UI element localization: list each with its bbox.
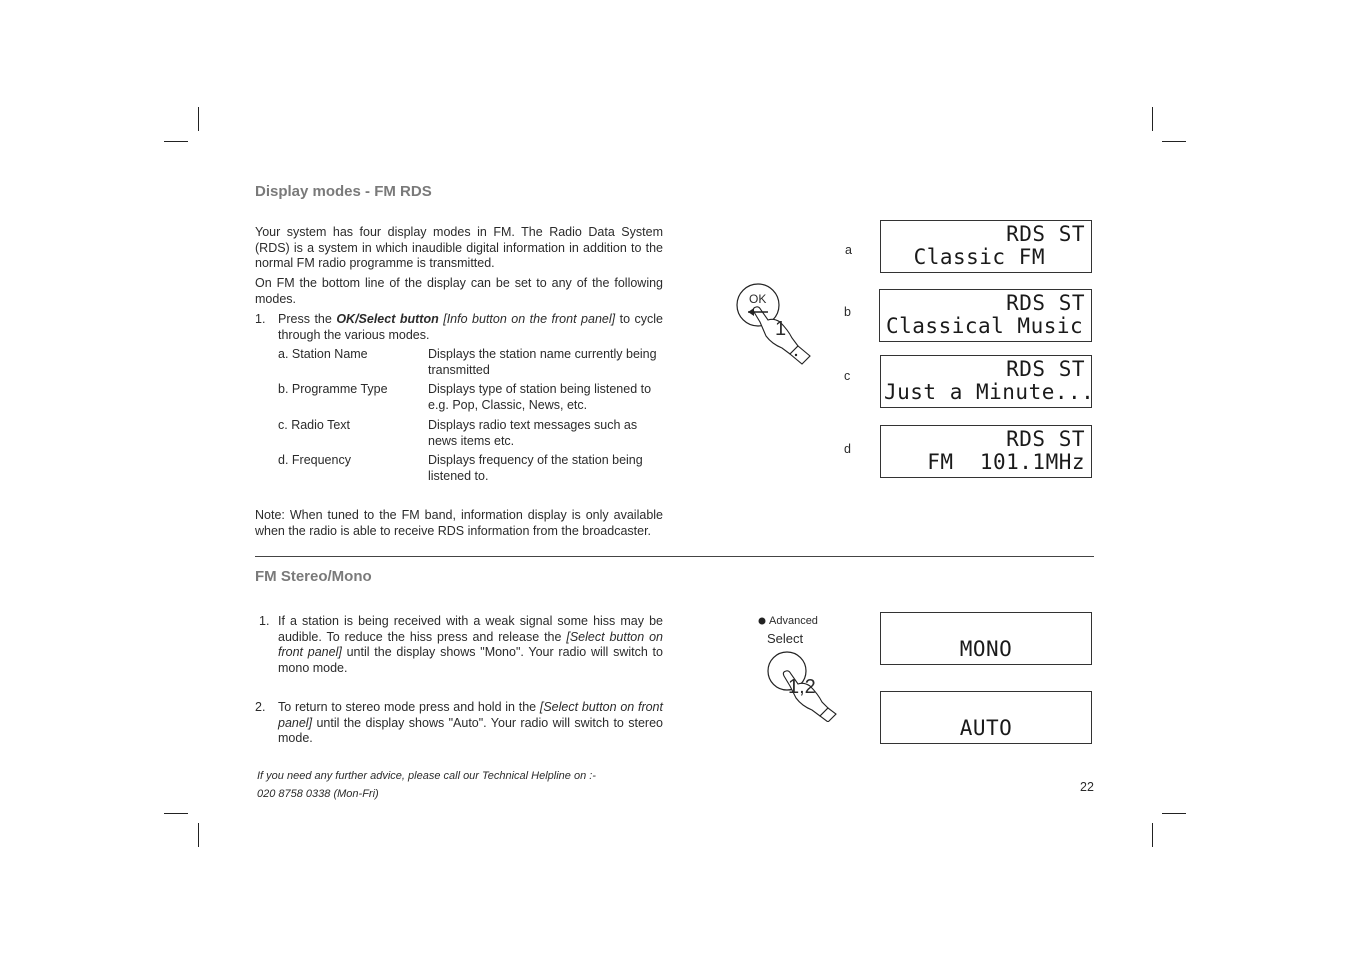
step-number: 1.: [255, 312, 266, 326]
intro-paragraph-2: On FM the bottom line of the display can be set to any of the following modes.: [255, 276, 663, 306]
step-suffix: to cycle through the various modes.: [278, 312, 663, 342]
mode-name: d. Frequency: [278, 453, 351, 467]
section-divider: [255, 556, 1094, 557]
mode-name: a. Station Name: [278, 347, 368, 361]
advanced-label: Advanced: [769, 615, 818, 627]
display-letter: c: [844, 369, 851, 383]
step-text: [278, 312, 663, 343]
lcd-display: [880, 691, 1092, 744]
step-text-italic: [Select button on front panel]: [278, 629, 663, 659]
crop-mark: [1152, 823, 1153, 847]
step-text-b: until the display shows "Auto". Your radio will switch to stereo mode.: [278, 715, 663, 745]
lcd-status: RDS ST: [1006, 222, 1085, 246]
step-marker: 1,2: [788, 676, 816, 698]
crop-mark: [164, 141, 188, 142]
note-paragraph: Note: When tuned to the FM band, information display is only available when the radio is able to receive RDS information from the broadcaster.: [255, 508, 663, 538]
helpline-text: If you need any further advice, please call our Technical Helpline on :-: [257, 770, 596, 782]
lcd-text: Just a Minute...: [884, 380, 1095, 404]
intro-paragraph: Your system has four display modes in FM. The Radio Data System (RDS) is a system in which inaudible digital information in addition to the normal FM radio programme is transmitted.: [255, 225, 663, 270]
mode-description: Displays type of station being listened to e.g. Pop, Classic, News, etc.: [428, 382, 652, 412]
step-text-b: until the display shows "Mono". Your radio will switch to mono mode.: [278, 645, 663, 675]
lcd-status: RDS ST: [1006, 427, 1085, 451]
lcd-status: RDS ST: [1006, 357, 1085, 381]
lcd-display: [880, 355, 1095, 408]
lcd-text: MONO: [959, 637, 1013, 661]
step-text-italic: [Select button on front panel]: [278, 700, 663, 730]
page-number: 22: [1080, 780, 1094, 794]
lcd-status: RDS ST: [1006, 291, 1085, 315]
mode-name: b. Programme Type: [278, 382, 388, 396]
display-letter: b: [844, 305, 851, 319]
step-button-name: OK/Select button: [336, 312, 439, 326]
ok-button-illustration: [732, 282, 822, 367]
mode-description: Displays frequency of the station being listened to.: [428, 453, 643, 483]
step-marker: 1: [775, 318, 787, 340]
lcd-display: [879, 289, 1092, 342]
step-text-a: If a station is being received with a weak signal some hiss may be audible. To reduce the hiss press and release the: [278, 614, 663, 644]
crop-mark: [1152, 107, 1153, 131]
mode-name: c. Radio Text: [278, 418, 351, 432]
crop-mark: [198, 107, 199, 131]
section-title: Display modes - FM RDS: [255, 183, 432, 200]
step-number: 2.: [255, 700, 266, 714]
mode-description: Displays radio text messages such as news items etc.: [428, 418, 638, 448]
crop-mark: [198, 823, 199, 847]
step-bracket: [Info button on the front panel]: [443, 312, 616, 326]
display-letter: d: [844, 442, 851, 456]
crop-mark: [1162, 813, 1186, 814]
mode-description: Displays the station name currently being transmitted: [428, 347, 657, 377]
crop-mark: [164, 813, 188, 814]
select-label: Select: [767, 631, 804, 646]
lcd-display: [880, 612, 1092, 665]
step-prefix: Press the: [278, 312, 337, 326]
display-letter: a: [845, 243, 852, 257]
step-text: [278, 700, 663, 747]
lcd-text: Classic FM: [913, 245, 1045, 269]
lcd-text: Classical Music: [886, 314, 1084, 338]
section-title: FM Stereo/Mono: [255, 568, 372, 585]
helpline-number: 020 8758 0338 (Mon-Fri): [257, 788, 379, 800]
lcd-display: [880, 220, 1092, 273]
lcd-text: AUTO: [959, 716, 1013, 740]
ok-label: OK: [749, 292, 767, 306]
select-button-illustration: [756, 612, 846, 722]
step-number: 1.: [259, 614, 270, 628]
lcd-text: FM 101.1MHz: [927, 450, 1085, 474]
step-text-a: To return to stereo mode press and hold in the: [278, 700, 540, 714]
crop-mark: [1162, 141, 1186, 142]
lcd-display: [880, 425, 1092, 478]
hand-pointer-icon: [756, 612, 846, 722]
step-text: [278, 614, 663, 676]
